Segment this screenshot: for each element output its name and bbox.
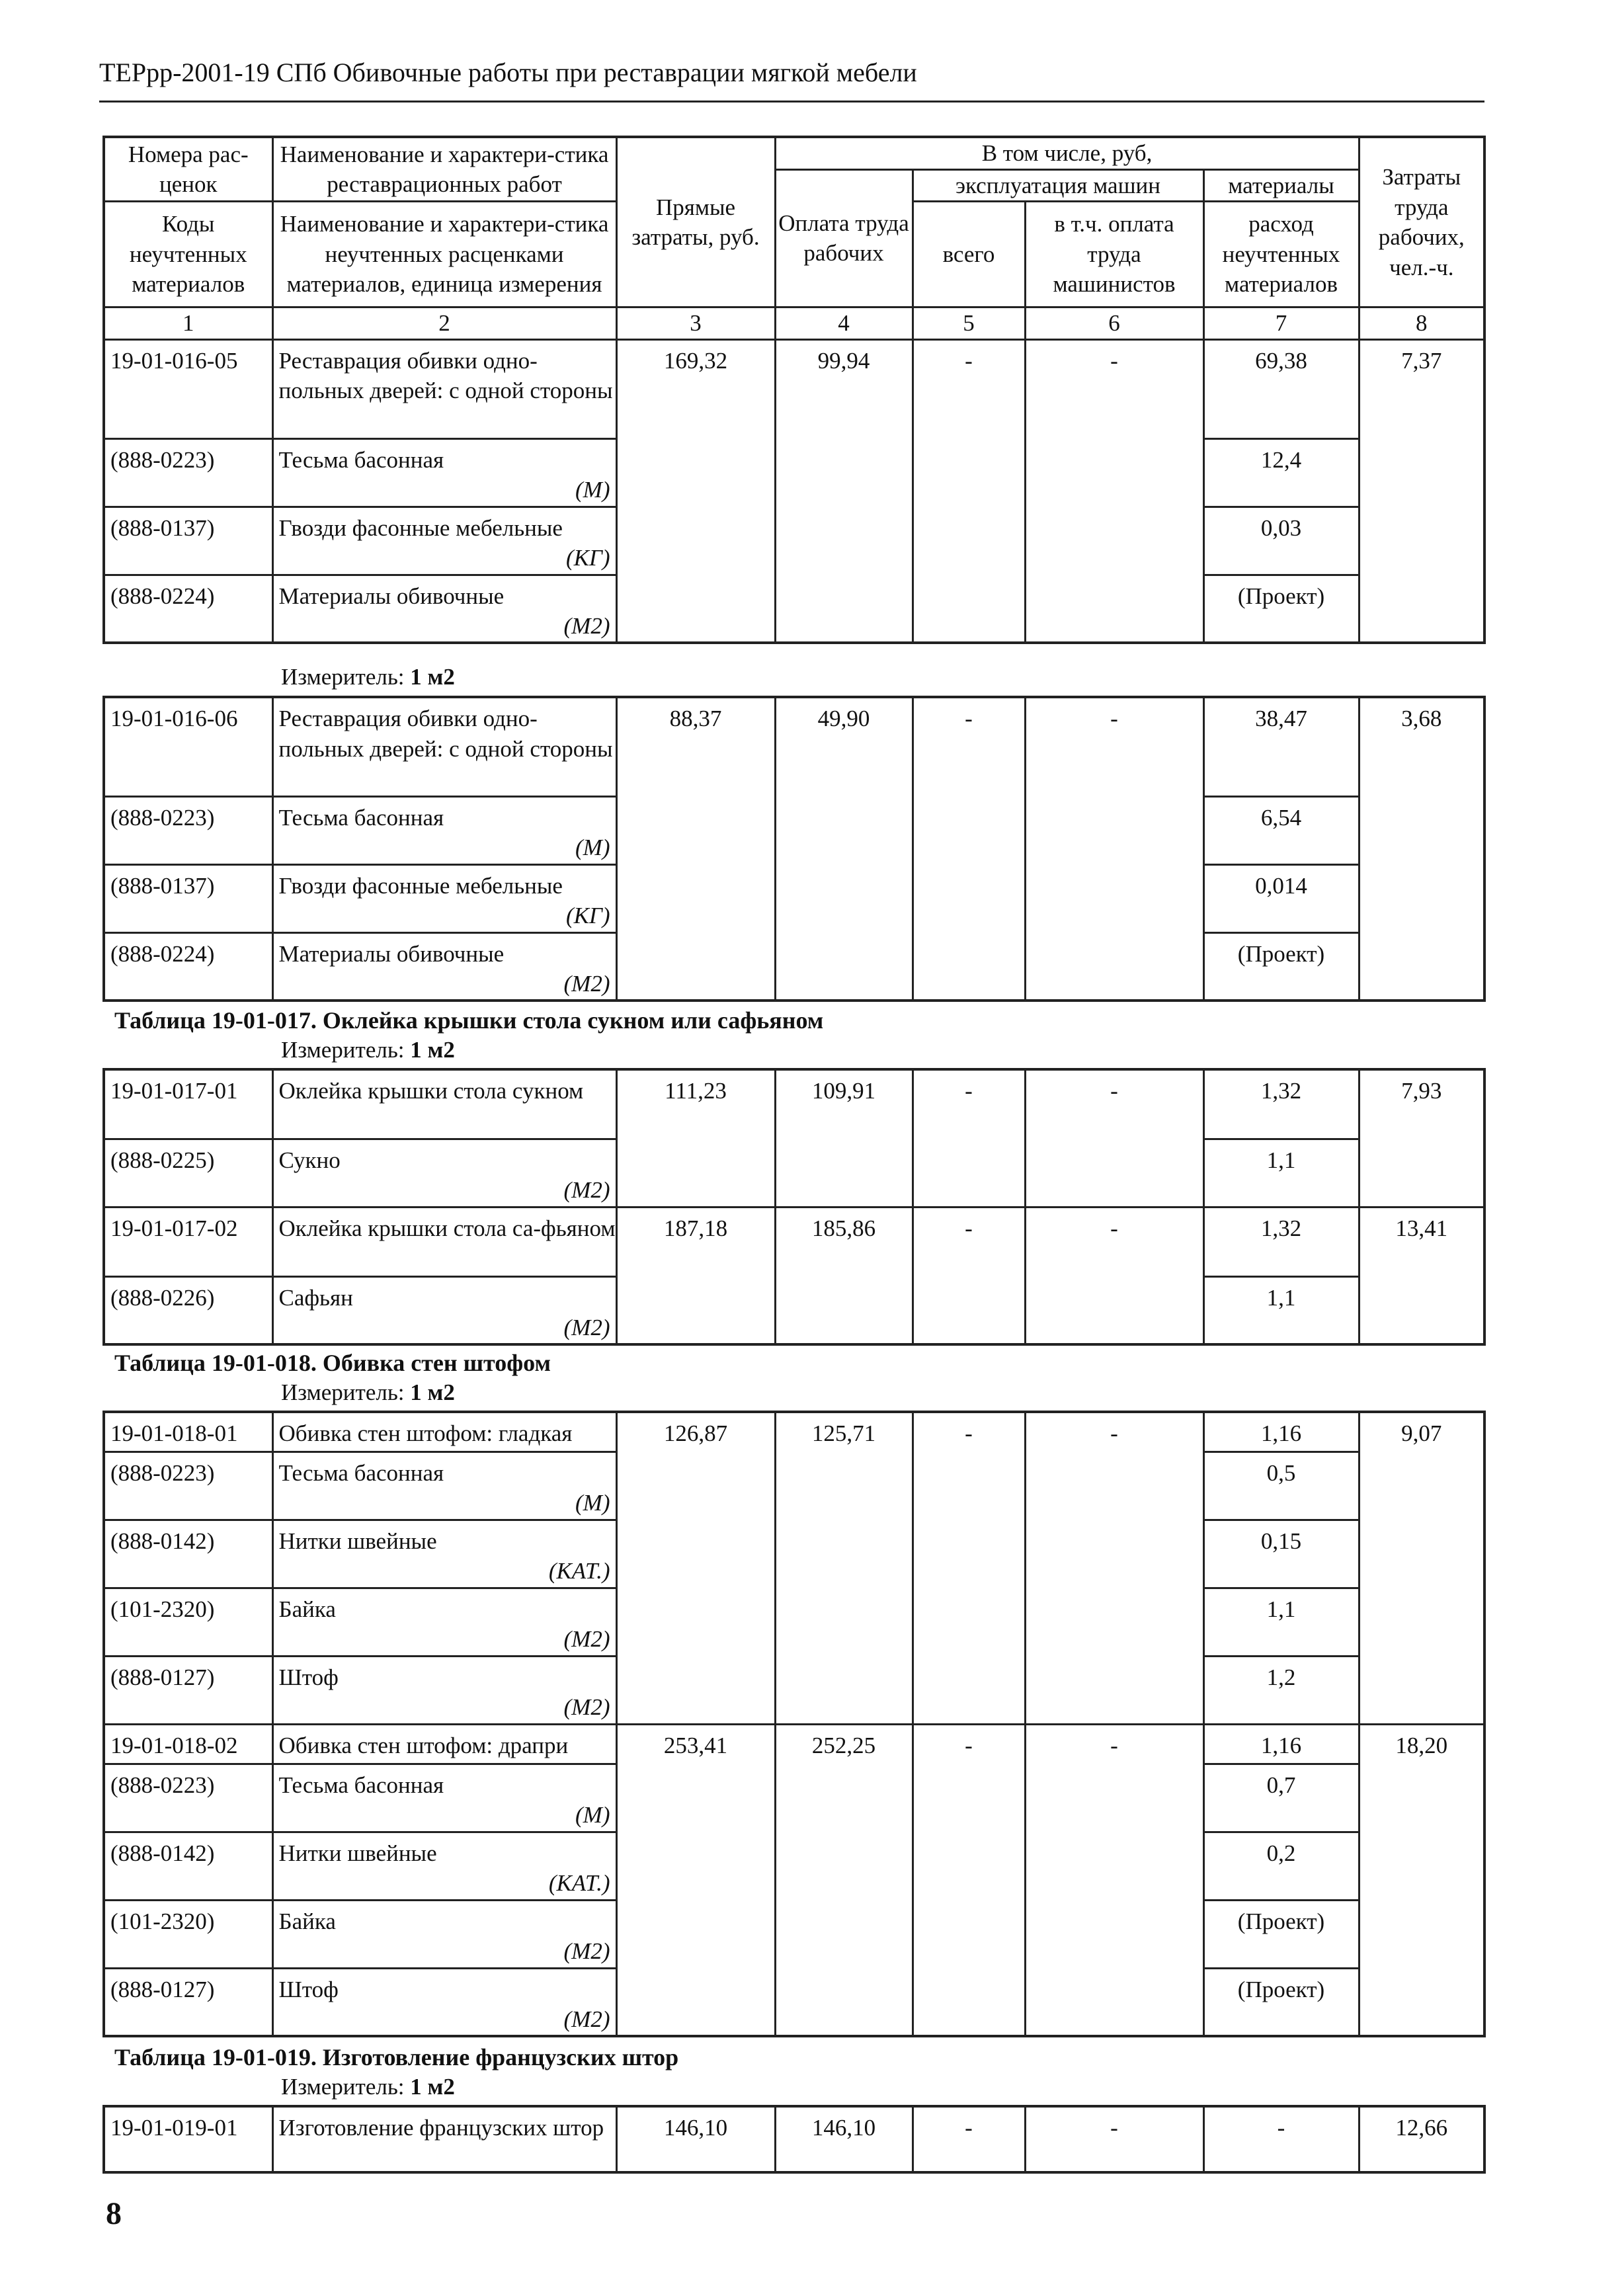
- material-amount: 1,1: [1203, 1588, 1359, 1656]
- material-code: (888-0226): [104, 1276, 272, 1344]
- labor-hours: 7,93: [1359, 1069, 1484, 1207]
- machine-operator-cost: -: [1025, 697, 1203, 1001]
- machine-operator-cost: -: [1025, 1724, 1203, 2036]
- header-col2-top: Наименование и характери-стика реставрационных работ: [272, 137, 616, 202]
- labor-hours: 7,37: [1359, 339, 1484, 643]
- material-code: (888-0225): [104, 1139, 272, 1207]
- material-amount: (Проект): [1203, 575, 1359, 643]
- rate-code: 19-01-017-01: [104, 1069, 272, 1139]
- labor-cost: 49,90: [775, 697, 913, 1001]
- material-code: (101-2320): [104, 1588, 272, 1656]
- material-unit: (М2): [563, 1938, 610, 1964]
- materials-cost: -: [1203, 2106, 1359, 2172]
- material-name-cell: [272, 1276, 616, 1344]
- rate-name: Оклейка крышки стола сукном: [272, 1069, 616, 1139]
- material-code: (888-0142): [104, 1832, 272, 1900]
- material-code: (888-0224): [104, 575, 272, 643]
- material-unit: (КАТ.): [548, 1870, 610, 1896]
- material-name: Сукно: [278, 1147, 341, 1173]
- machine-operator-cost: -: [1025, 1412, 1203, 1724]
- header-machines: эксплуатация машин: [913, 169, 1203, 202]
- labor-cost: 252,25: [775, 1724, 913, 2036]
- material-code: (888-0223): [104, 796, 272, 864]
- measure-label: Измеритель: 1 м2: [281, 664, 455, 690]
- material-name-cell: [272, 1968, 616, 2036]
- header-col1-bottom: Коды неучтенных материалов: [104, 202, 272, 307]
- labor-cost: 125,71: [775, 1412, 913, 1724]
- col-num-4: 4: [775, 307, 913, 340]
- material-name-cell: [272, 507, 616, 575]
- material-name: Байка: [278, 1908, 336, 1934]
- direct-cost: 88,37: [616, 697, 775, 1001]
- material-name: Гвозди фасонные мебельные: [278, 872, 563, 899]
- page-number: 8: [106, 2196, 122, 2231]
- direct-cost: 169,32: [616, 339, 775, 643]
- machine-cost: -: [913, 2106, 1025, 2172]
- rate-row: [104, 339, 1484, 438]
- material-amount: 0,15: [1203, 1520, 1359, 1588]
- material-unit: (М2): [563, 1315, 610, 1340]
- material-name-cell: [272, 438, 616, 507]
- col-num-5: 5: [913, 307, 1025, 340]
- material-name: Материалы обивочные: [278, 583, 505, 609]
- material-name: Тесьма басонная: [278, 446, 444, 473]
- material-name: Тесьма басонная: [278, 1459, 444, 1486]
- material-amount: (Проект): [1203, 1900, 1359, 1968]
- machine-cost: -: [913, 1412, 1025, 1724]
- material-amount: 0,5: [1203, 1452, 1359, 1520]
- material-name: Нитки швейные: [278, 1840, 437, 1866]
- rate-block: [104, 697, 1484, 1001]
- material-code: (888-0142): [104, 1520, 272, 1588]
- material-name-cell: [272, 1139, 616, 1207]
- material-amount: 12,4: [1203, 438, 1359, 507]
- rate-name: Обивка стен штофом: драпри: [272, 1724, 616, 1764]
- material-name: Тесьма басонная: [278, 804, 444, 831]
- material-unit: (М2): [563, 1177, 610, 1203]
- materials-cost: 1,32: [1203, 1207, 1359, 1276]
- direct-cost: 126,87: [616, 1412, 775, 1724]
- rate-row: [104, 1412, 1484, 1452]
- labor-hours: 12,66: [1359, 2106, 1484, 2172]
- rate-code: 19-01-019-01: [104, 2106, 272, 2172]
- rate-name: Реставрация обивки одно-польных дверей: с одной стороны: [272, 339, 616, 438]
- material-name-cell: [272, 864, 616, 932]
- rate-block: [104, 2106, 1484, 2172]
- measure-label: Измеритель: 1 м2: [281, 1379, 455, 1405]
- machine-cost: -: [913, 697, 1025, 1001]
- header-col4: Оплата труда рабочих: [775, 169, 913, 307]
- col-num-2: 2: [272, 307, 616, 340]
- rate-code: 19-01-016-06: [104, 697, 272, 796]
- rate-row: [104, 697, 1484, 796]
- rate-name: Обивка стен штофом: гладкая: [272, 1412, 616, 1452]
- material-code: (888-0127): [104, 1968, 272, 2036]
- direct-cost: 111,23: [616, 1069, 775, 1207]
- labor-hours: 3,68: [1359, 697, 1484, 1001]
- rate-block: [104, 1412, 1484, 2036]
- header-col1-top: Номера рас-ценок: [104, 137, 272, 202]
- rate-row: [104, 2106, 1484, 2172]
- material-amount: 6,54: [1203, 796, 1359, 864]
- material-unit: (КАТ.): [548, 1558, 610, 1584]
- header-col8: Затраты труда рабочих, чел.-ч.: [1359, 137, 1484, 307]
- material-name-cell: [272, 1520, 616, 1588]
- measure-label: Измеритель: 1 м2: [281, 1037, 455, 1063]
- material-name-cell: [272, 796, 616, 864]
- header-col3: Прямые затраты, руб.: [616, 137, 775, 307]
- labor-cost: 146,10: [775, 2106, 913, 2172]
- material-unit: (М): [575, 1490, 610, 1516]
- table-title-019: Таблица 19-01-019. Изготовление французских штор: [114, 2044, 679, 2070]
- material-amount: 0,7: [1203, 1764, 1359, 1832]
- col-num-8: 8: [1359, 307, 1484, 340]
- material-unit: (М2): [563, 971, 610, 997]
- material-code: (888-0223): [104, 438, 272, 507]
- material-name-cell: [272, 1452, 616, 1520]
- machine-cost: -: [913, 1069, 1025, 1207]
- col-num-3: 3: [616, 307, 775, 340]
- machine-operator-cost: -: [1025, 339, 1203, 643]
- machine-operator-cost: -: [1025, 1069, 1203, 1207]
- material-name: Гвозди фасонные мебельные: [278, 514, 563, 541]
- material-name-cell: [272, 1764, 616, 1832]
- material-name: Нитки швейные: [278, 1528, 437, 1554]
- material-amount: 1,1: [1203, 1276, 1359, 1344]
- labor-cost: 109,91: [775, 1069, 913, 1207]
- materials-cost: 69,38: [1203, 339, 1359, 438]
- rate-name: Оклейка крышки стола са-фьяном: [272, 1207, 616, 1276]
- rate-block: [104, 339, 1484, 643]
- machine-cost: -: [913, 339, 1025, 643]
- header-col7: расход неучтенных материалов: [1203, 202, 1359, 307]
- material-unit: (М2): [563, 1626, 610, 1652]
- material-amount: 0,03: [1203, 507, 1359, 575]
- materials-cost: 1,32: [1203, 1069, 1359, 1139]
- material-amount: (Проект): [1203, 932, 1359, 1001]
- rate-table-016-06: [102, 696, 1486, 1002]
- materials-cost: 1,16: [1203, 1724, 1359, 1764]
- direct-cost: 146,10: [616, 2106, 775, 2172]
- machine-operator-cost: -: [1025, 2106, 1203, 2172]
- material-code: (888-0224): [104, 932, 272, 1001]
- measure-label: Измеритель: 1 м2: [281, 2074, 455, 2100]
- material-name: Сафьян: [278, 1284, 353, 1311]
- header-group: В том числе, руб,: [775, 137, 1359, 169]
- material-unit: (М2): [563, 2006, 610, 2032]
- direct-cost: 253,41: [616, 1724, 775, 2036]
- materials-cost: 38,47: [1203, 697, 1359, 796]
- material-unit: (КГ): [566, 903, 610, 928]
- material-name: Штоф: [278, 1664, 339, 1690]
- material-name-cell: [272, 1832, 616, 1900]
- material-code: (888-0127): [104, 1656, 272, 1724]
- material-amount: 0,014: [1203, 864, 1359, 932]
- main-table: [102, 136, 1486, 644]
- rate-name: Изготовление французских штор: [272, 2106, 616, 2172]
- header-col6: в т.ч. оплата труда машинистов: [1025, 202, 1203, 307]
- labor-hours: 9,07: [1359, 1412, 1484, 1724]
- title-divider: [99, 101, 1484, 102]
- rate-code: 19-01-018-01: [104, 1412, 272, 1452]
- machine-operator-cost: -: [1025, 1207, 1203, 1344]
- material-unit: (М): [575, 477, 610, 503]
- header-col5: всего: [913, 202, 1025, 307]
- header-col2-bottom: Наименование и характери-стика неучтенных расценками материалов, единица измерения: [272, 202, 616, 307]
- header-materials: материалы: [1203, 169, 1359, 202]
- material-name: Штоф: [278, 1976, 339, 2002]
- materials-cost: 1,16: [1203, 1412, 1359, 1452]
- rate-table-017: [102, 1068, 1486, 1346]
- rate-block: [104, 1069, 1484, 1344]
- rate-code: 19-01-018-02: [104, 1724, 272, 1764]
- direct-cost: 187,18: [616, 1207, 775, 1344]
- material-code: (888-0137): [104, 864, 272, 932]
- labor-hours: 13,41: [1359, 1207, 1484, 1344]
- material-code: (101-2320): [104, 1900, 272, 1968]
- material-code: (888-0223): [104, 1764, 272, 1832]
- labor-hours: 18,20: [1359, 1724, 1484, 2036]
- material-name-cell: [272, 1588, 616, 1656]
- material-amount: (Проект): [1203, 1968, 1359, 2036]
- table-title-017: Таблица 19-01-017. Оклейка крышки стола сукном или сафьяном: [114, 1007, 824, 1034]
- rate-table-019: [102, 2105, 1486, 2174]
- machine-cost: -: [913, 1724, 1025, 2036]
- material-amount: 1,2: [1203, 1656, 1359, 1724]
- material-unit: (КГ): [566, 545, 610, 571]
- rate-code: 19-01-016-05: [104, 339, 272, 438]
- labor-cost: 185,86: [775, 1207, 913, 1344]
- rate-row: [104, 1207, 1484, 1276]
- material-unit: (М2): [563, 613, 610, 639]
- rate-row: [104, 1724, 1484, 1764]
- page-title: ТЕРрр-2001-19 СПб Обивочные работы при реставрации мягкой мебели: [99, 58, 917, 87]
- rate-name: Реставрация обивки одно-польных дверей: с одной стороны: [272, 697, 616, 796]
- machine-cost: -: [913, 1207, 1025, 1344]
- material-name: Материалы обивочные: [278, 940, 505, 967]
- material-unit: (М): [575, 1802, 610, 1828]
- labor-cost: 99,94: [775, 339, 913, 643]
- material-code: (888-0223): [104, 1452, 272, 1520]
- material-name-cell: [272, 1900, 616, 1968]
- material-name: Байка: [278, 1596, 336, 1622]
- material-name-cell: [272, 932, 616, 1001]
- table-title-018: Таблица 19-01-018. Обивка стен штофом: [114, 1350, 551, 1376]
- material-unit: (М2): [563, 1694, 610, 1720]
- material-amount: 1,1: [1203, 1139, 1359, 1207]
- rate-code: 19-01-017-02: [104, 1207, 272, 1276]
- col-num-7: 7: [1203, 307, 1359, 340]
- rate-table-018: [102, 1411, 1486, 2037]
- col-num-6: 6: [1025, 307, 1203, 340]
- material-name-cell: [272, 1656, 616, 1724]
- rate-row: [104, 1069, 1484, 1139]
- material-name-cell: [272, 575, 616, 643]
- material-name: Тесьма басонная: [278, 1772, 444, 1798]
- col-num-1: 1: [104, 307, 272, 340]
- material-unit: (М): [575, 835, 610, 860]
- material-amount: 0,2: [1203, 1832, 1359, 1900]
- material-code: (888-0137): [104, 507, 272, 575]
